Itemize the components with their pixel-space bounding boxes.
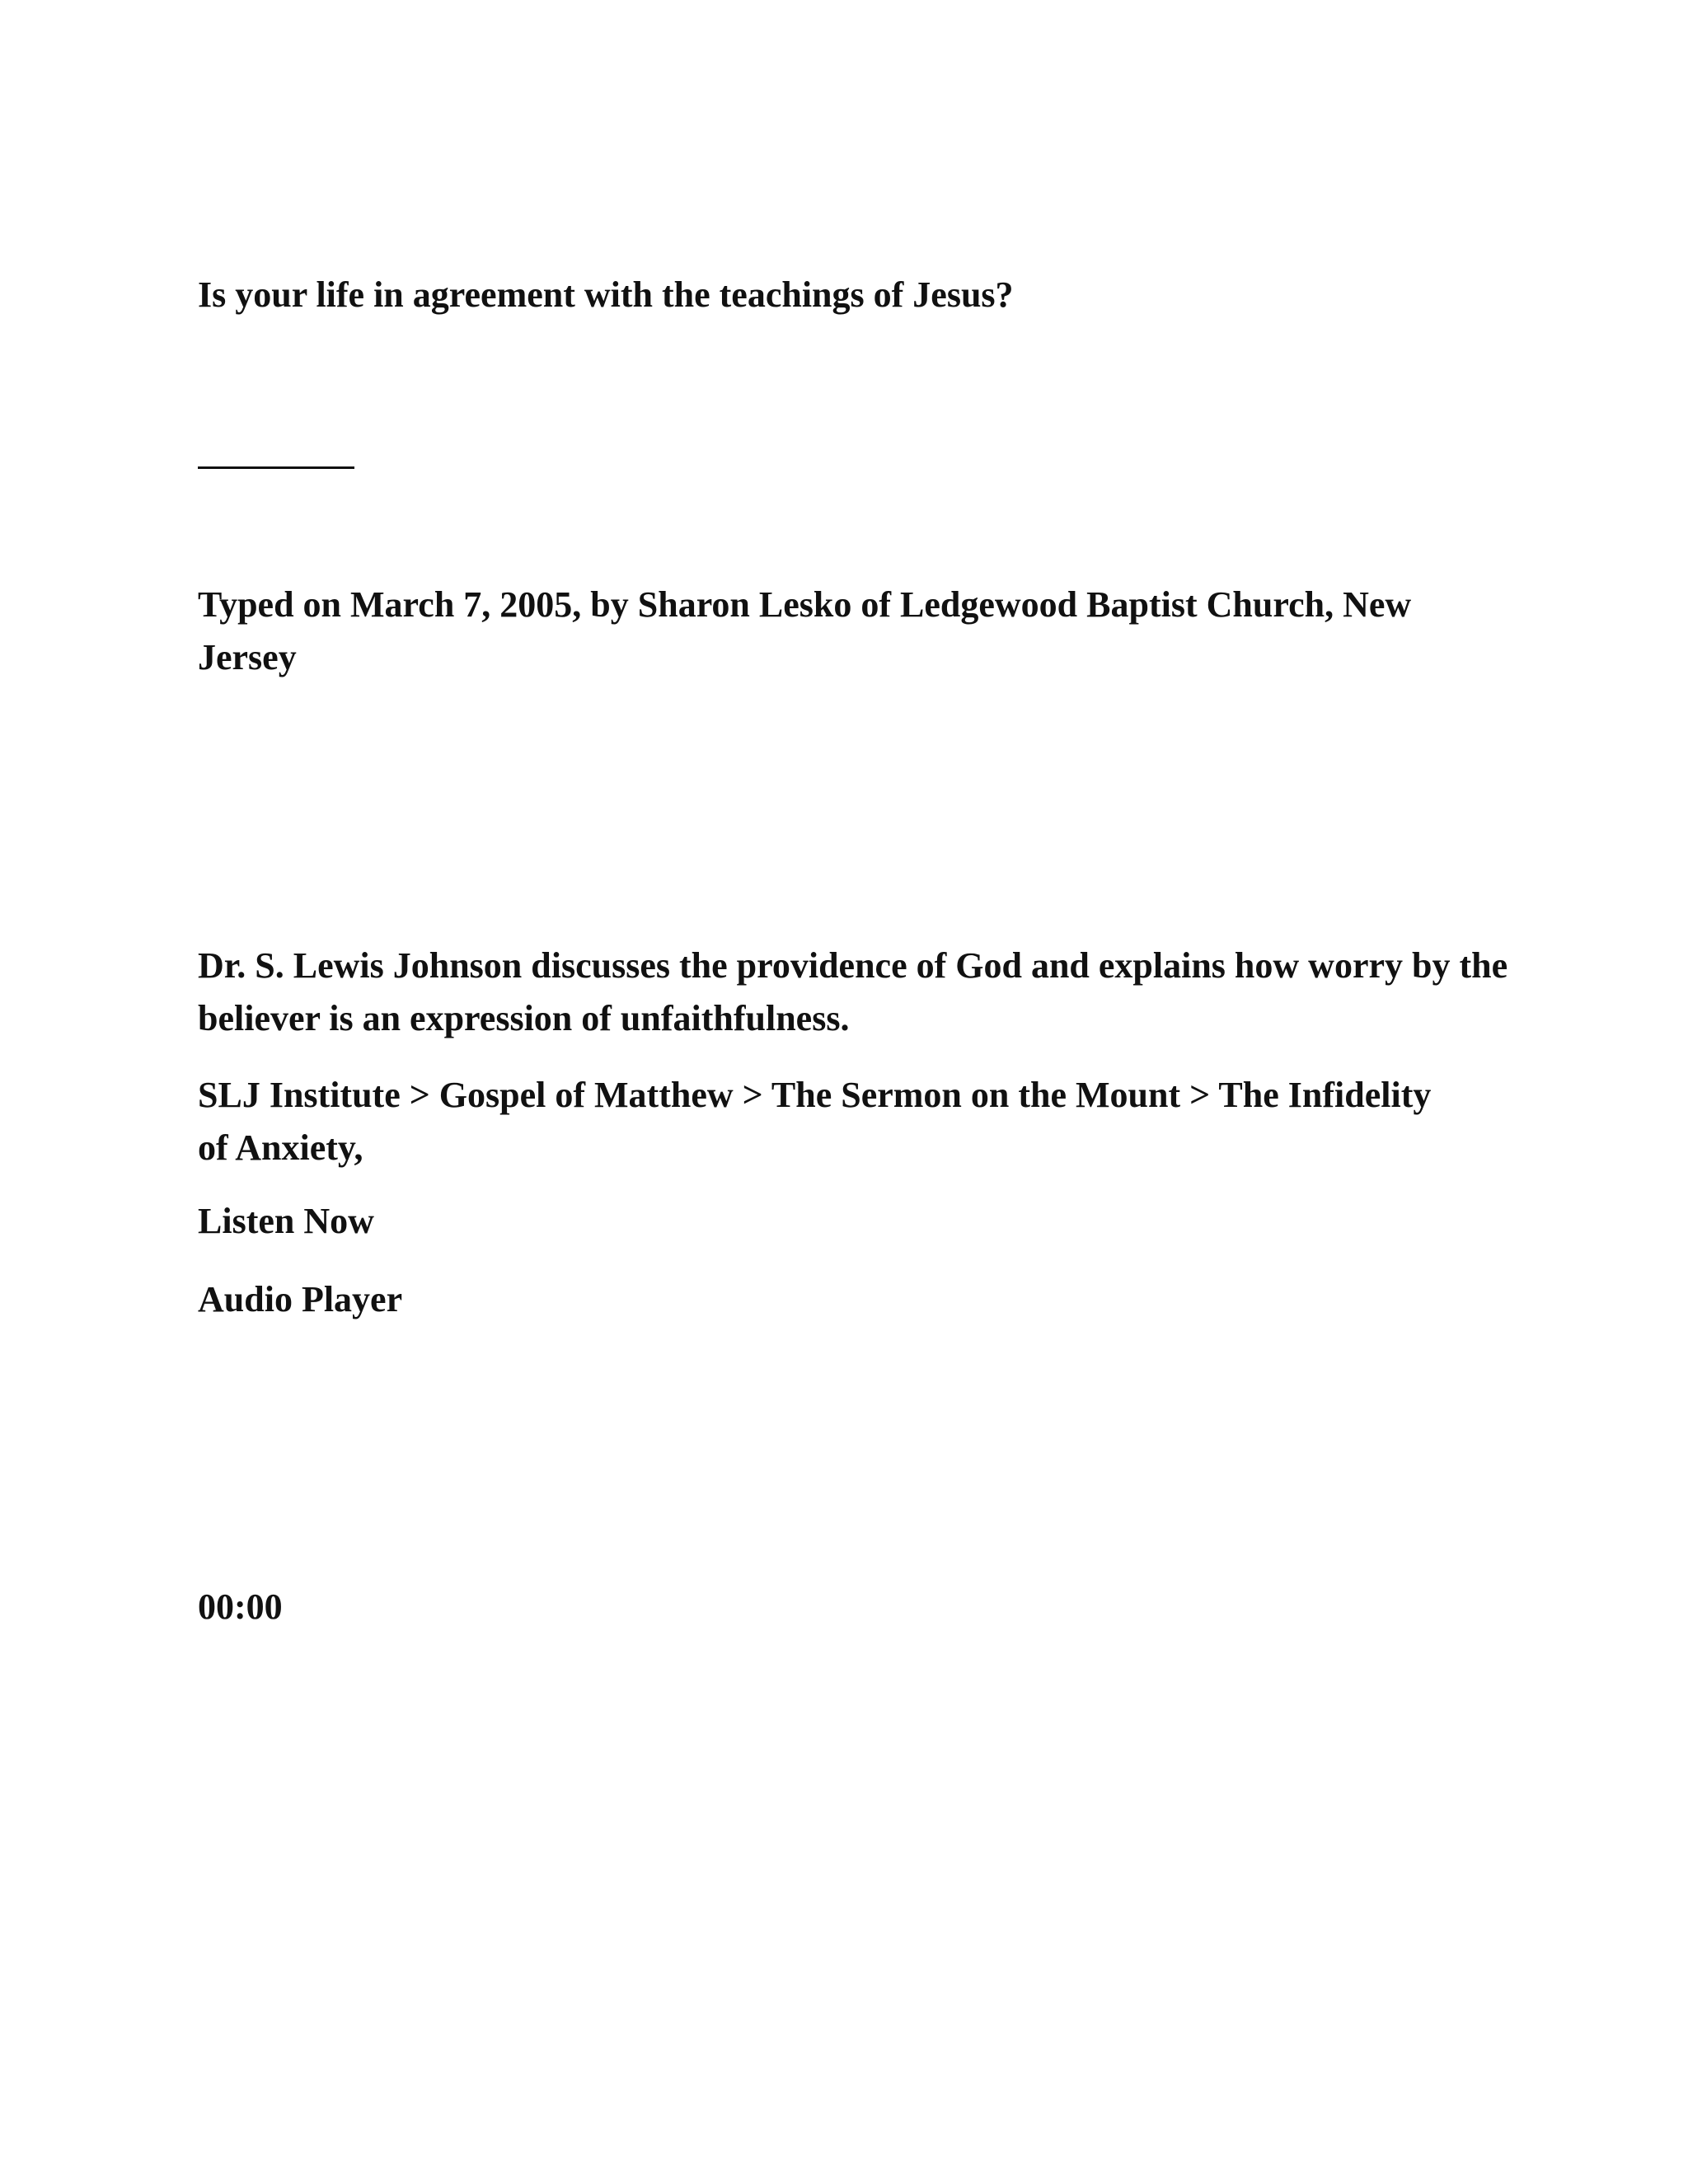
divider-rule [198,466,354,469]
audio-time-display: 00:00 [198,1586,283,1627]
audio-player-label: Audio Player [198,1279,403,1319]
breadcrumb[interactable]: SLJ Institute > Gospel of Matthew > The Sermon on the Mount > The Infidelity of Anxiety, [198,1075,1432,1168]
typed-note: Typed on March 7, 2005, by Sharon Lesko of Ledgewood Baptist Church, New Jersey [198,584,1412,677]
sermon-description: Dr. S. Lewis Johnson discusses the providence of God and explains how worry by the believer is an expression of unfaithfulness. [198,945,1508,1038]
closing-question: Is your life in agreement with the teachings of Jesus? [198,274,1014,315]
listen-now-link[interactable]: Listen Now [198,1201,374,1241]
